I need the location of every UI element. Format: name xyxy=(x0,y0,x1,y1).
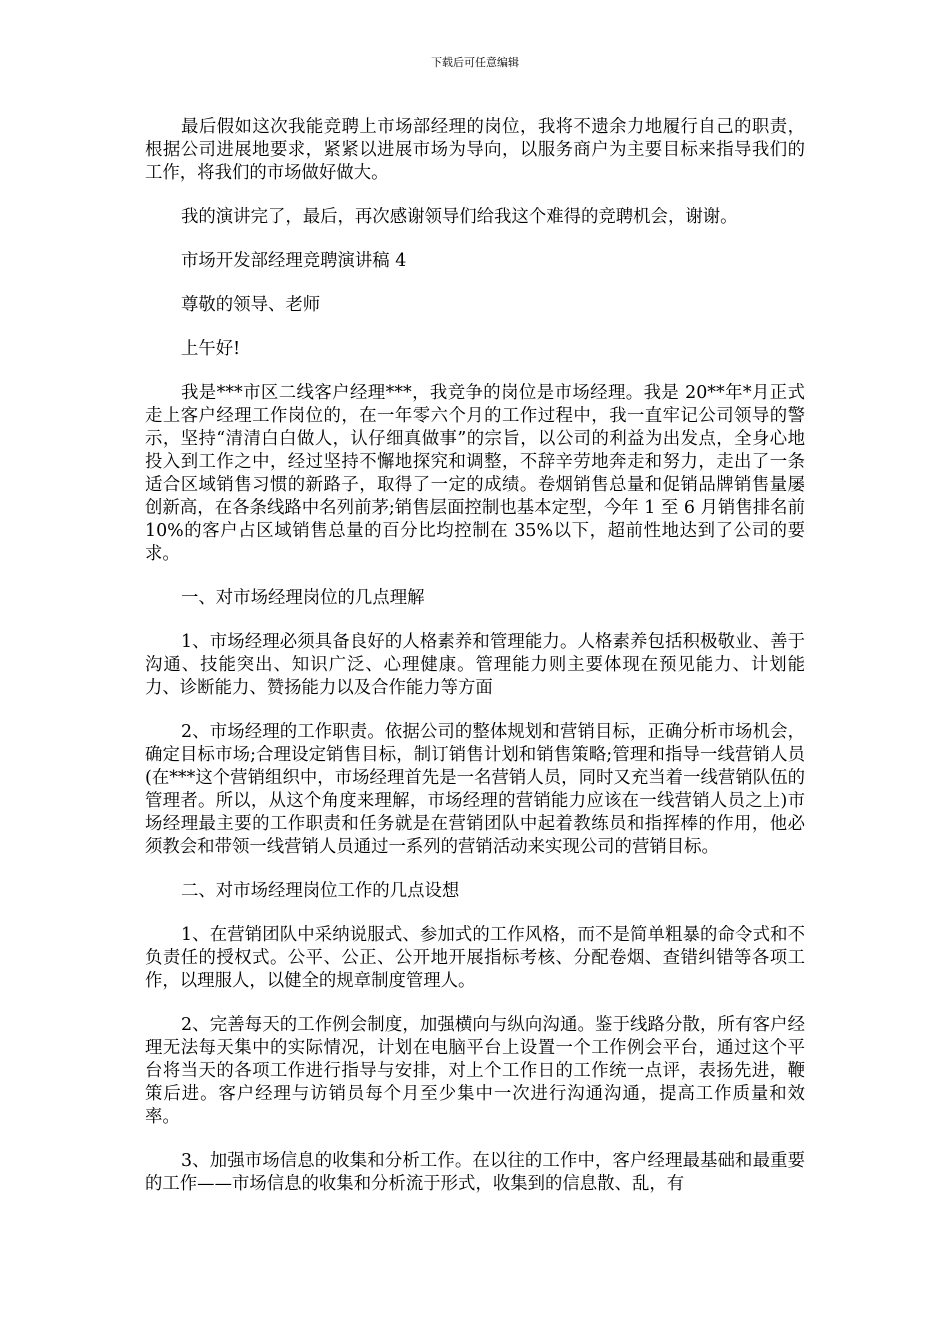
header-note: 下载后可任意编辑 xyxy=(431,56,519,69)
paragraph-idea-3: 3、加强市场信息的收集和分析工作。在以往的工作中，客户经理最基础和最重要的工作——市场信息的收集和分析流于形式，收集到的信息散、乱，有 xyxy=(145,1151,805,1194)
section-title: 市场开发部经理竞聘演讲稿 4 xyxy=(181,251,407,271)
paragraph-idea-1: 1、在营销团队中采纳说服式、参加式的工作风格，而不是简单粗暴的命令式和不负责任的授权式。公平、公正、公开地开展指标考核、分配卷烟、查错纠错等各项工作，以理服人，以健全的规章制度管理人。 xyxy=(145,925,805,991)
paragraph-idea-2: 2、完善每天的工作例会制度，加强横向与纵向沟通。鉴于线路分散，所有客户经理无法每天集中的实际情况，计划在电脑平台上设置一个工作例会平台，通过这个平台将当天的各项工作进行指导与安排，对上个工作日的工作统一点评，表扬先进，鞭策后进。客户经理与访销员每个月至少集中一次进行沟通沟通，提高工作质量和效率。 xyxy=(145,1015,805,1127)
heading-understanding: 一、对市场经理岗位的几点理解 xyxy=(181,588,425,608)
document-body xyxy=(145,116,805,1217)
paragraph-point-1: 1、市场经理必须具备良好的人格素养和管理能力。人格素养包括积极敬业、善于沟通、技能突出、知识广泛、心理健康。管理能力则主要体现在预见能力、计划能力、诊断能力、赞扬能力以及合作能力等方面 xyxy=(145,632,805,698)
paragraph-thanks: 我的演讲完了，最后，再次感谢领导们给我这个难得的竞聘机会，谢谢。 xyxy=(181,207,738,227)
paragraph-closing-commitment: 最后假如这次我能竞聘上市场部经理的岗位，我将不遗余力地履行自己的职责，根据公司进展地要求，紧紧以进展市场为导向，以服务商户为主要目标来指导我们的工作，将我们的市场做好做大。 xyxy=(145,117,805,183)
salutation: 尊敬的领导、老师 xyxy=(181,295,321,315)
heading-ideas: 二、对市场经理岗位工作的几点设想 xyxy=(181,881,460,901)
paragraph-point-2: 2、市场经理的工作职责。依据公司的整体规划和营销目标，正确分析市场机会，确定目标市场;合理设定销售目标，制订销售计划和销售策略;管理和指导一线营销人员(在***这个营销组织中，市场经理首先是一名营销人员，同时又充当着一线营销队伍的管理者。所以，从这个角度来理解，市场经理的营销能力应该在一线营销人员之上)市场经理最主要的工作职责和任务就是在营销团队中起着教练员和指挥棒的作用，他必须教会和带领一线营销人员通过一系列的营销活动来实现公司的营销目标。 xyxy=(145,722,805,857)
greeting: 上午好! xyxy=(181,339,241,359)
paragraph-introduction: 我是***市区二线客户经理***，我竞争的岗位是市场经理。我是 20**年*月正式走上客户经理工作岗位的，在一年零六个月的工作过程中，我一直牢记公司领导的警示，坚持“清清白白做人，认仔细真做事”的宗旨，以公司的利益为出发点，全身心地投入到工作之中，经过坚持不懈地探究和调整，不辞辛劳地奔走和努力，走出了一条适合区域销售习惯的新路子，取得了一定的成绩。卷烟销售总量和促销品牌销售量屡创新高，在各条线路中名列前茅;销售层面控制也基本定型，今年 1 至 6 月销售排名前 10%的客户占区域销售总量的百分比均控制在 35%以下，超前性地达到了公司的要求。 xyxy=(145,383,805,564)
